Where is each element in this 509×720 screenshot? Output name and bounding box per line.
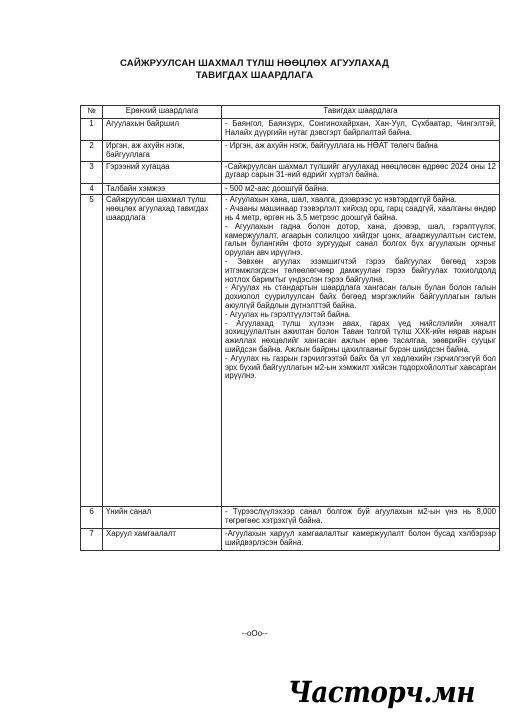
row-specific-requirement	[222, 161, 500, 183]
row-number: 4	[81, 183, 103, 195]
requirement-paragraph: - Агуулахад түлш хүлээн авах, гарах үед нийслэлийн хяналт зохицуулалтын ажилтан болон Таван толгой түлш ХХК-ийн нярав нарын ажиллах нөхцөлийг хангасан ажлын өрөө тасалгаа, зөөврийн сууцыг шийдсэн байна. Ажлын байрны цахилгааныг бүрэн шийдсэн байна.	[225, 318, 496, 354]
requirement-paragraph: - Зөвхөн агуулах эзэмшигчтэй гэрээ байгуулах бөгөөд хэрэв итгэмжлэгдсэн төлөөлөгчөөр дамжуулан гэрээ байгуулах тохиолдолд нотлох баримтыг үндэслэн гэрээ байгуулна.	[225, 256, 496, 284]
requirement-paragraph: - Түрээслүүлэхээр санал болгож буй агуулахын м2-ын үнэ нь 8,000 төгрөгөөс хэтрэхгүй байна.	[225, 507, 496, 526]
row-general-requirement: Агуулахын байршил	[103, 119, 222, 141]
row-general-requirement: Сайжруулсан шахмал түлш нөөцлөх агуулахад тавигдах шаардлага	[103, 195, 222, 507]
row-general-requirement: Харуул хамгаалалт	[103, 529, 222, 551]
row-specific-requirement	[222, 529, 500, 551]
row-number: 1	[81, 119, 103, 141]
requirements-table	[80, 105, 500, 551]
requirement-paragraph: -Сайжруулсан шахмал түлшийг агуулахад нөөцлөсөн өдрөөс 2024 оны 12 дугаар сарын 31-ний өдрийг хүртэл байна.	[225, 161, 496, 180]
document-end-mark: --oOo--	[241, 629, 268, 638]
requirement-paragraph: - Ачааны машинаар тээвэрлэлт хийхэд орц, гарц саадгүй, хаалганы өндөр нь 4 метр, өргөн нь 3,5 метрээс доошгүй байна.	[225, 204, 496, 222]
row-specific-requirement	[222, 183, 500, 195]
row-specific-requirement	[222, 195, 500, 507]
requirement-paragraph: - Агуулах нь газрын гэрчилгээтэй байх ба үл хөдлөхийн гэрчилгээгүй бол эрх бүхий байгууллагын м2-ын хэмжилт хийсэн тодорхойлолтыг хавсарган ирүүлнэ.	[225, 353, 496, 381]
requirement-paragraph: - Агуулахын гадна болон дотор, хана, дээвэр, шал, гэрэлтүүлэг, камержуулалт, агаарын солилцоо хийгдэг цонх, агааржуулалтын систем, галын булангийн фото зургуудыг санал болгох бүх агуулахын орчныг оруулан авч ирүүлнэ.	[225, 221, 496, 258]
requirement-paragraph: - Баянгол, Баянзүрх, Сонгинохайрхан, Хан-Уул, Сүхбаатар, Чингэлтэй, Налайх дүүргийн нутаг дэвсгэрт байрлалтай байна.	[225, 119, 496, 137]
requirement-paragraph: -Агуулахын харуул хамгаалалтыг камержуулалт болон бусад хэлбэрээр шийдвэрлэсэн байна.	[225, 529, 496, 548]
brand-watermark-logo: Чаcтоpч.мн	[288, 675, 476, 709]
table-header-row	[81, 106, 500, 119]
row-specific-requirement	[222, 119, 500, 141]
table-row	[81, 141, 500, 162]
row-general-requirement: Үнийн санал	[103, 507, 222, 529]
title-line-2: ТАВИГДАХ ШААРДЛАГА	[195, 70, 314, 81]
requirement-paragraph: - 500 м2-аас доошгүй байна.	[225, 183, 329, 193]
header-specific-requirement: Тавигдах шаардлага	[222, 106, 500, 119]
row-general-requirement: Иргэн, аж ахуйн нэгж, байгууллага	[103, 141, 222, 162]
row-specific-requirement	[222, 141, 500, 162]
requirement-paragraph: - Агуулах нь стандартын шаардлага хангасан галын булан болон галын дохиолол суурилуулсан байх бөгөөд мэргэжлийн байгууллагын галын аюулгүй байдлын дүгнэлттэй байна.	[225, 283, 496, 310]
row-number: 2	[81, 141, 103, 162]
row-general-requirement: Гэрээний хугацаа	[103, 161, 222, 183]
row-specific-requirement	[222, 507, 500, 529]
title-line-1: САЙЖРУУЛСАН ШАХМАЛ ТҮЛШ НӨӨЦЛӨХ АГУУЛАХАД	[120, 58, 389, 69]
table-row	[81, 507, 500, 529]
requirement-paragraph: - Агуулах нь гэрэлтүүлэгтэй байна.	[225, 309, 352, 319]
requirement-paragraph: - Агуулахын хана, шал, хаалга, дээврээс ус нэвтэрдэггүй байна.	[225, 195, 457, 205]
row-number: 5	[81, 195, 103, 507]
row-number: 7	[81, 529, 103, 551]
document-title	[0, 58, 509, 82]
requirement-paragraph: - Иргэн, аж ахуйн нэгж, байгууллага нь НӨАТ төлөгч байна	[225, 141, 438, 150]
table-row	[81, 183, 500, 195]
table-row	[81, 119, 500, 141]
row-number: 6	[81, 507, 103, 529]
row-number: 3	[81, 161, 103, 183]
table-row	[81, 529, 500, 551]
table-row	[81, 195, 500, 507]
row-general-requirement: Талбайн хэмжээ	[103, 183, 222, 195]
header-number: №	[81, 106, 103, 119]
table-row	[81, 161, 500, 183]
header-general-requirement: Ерөнхий шаардлага	[103, 106, 222, 119]
